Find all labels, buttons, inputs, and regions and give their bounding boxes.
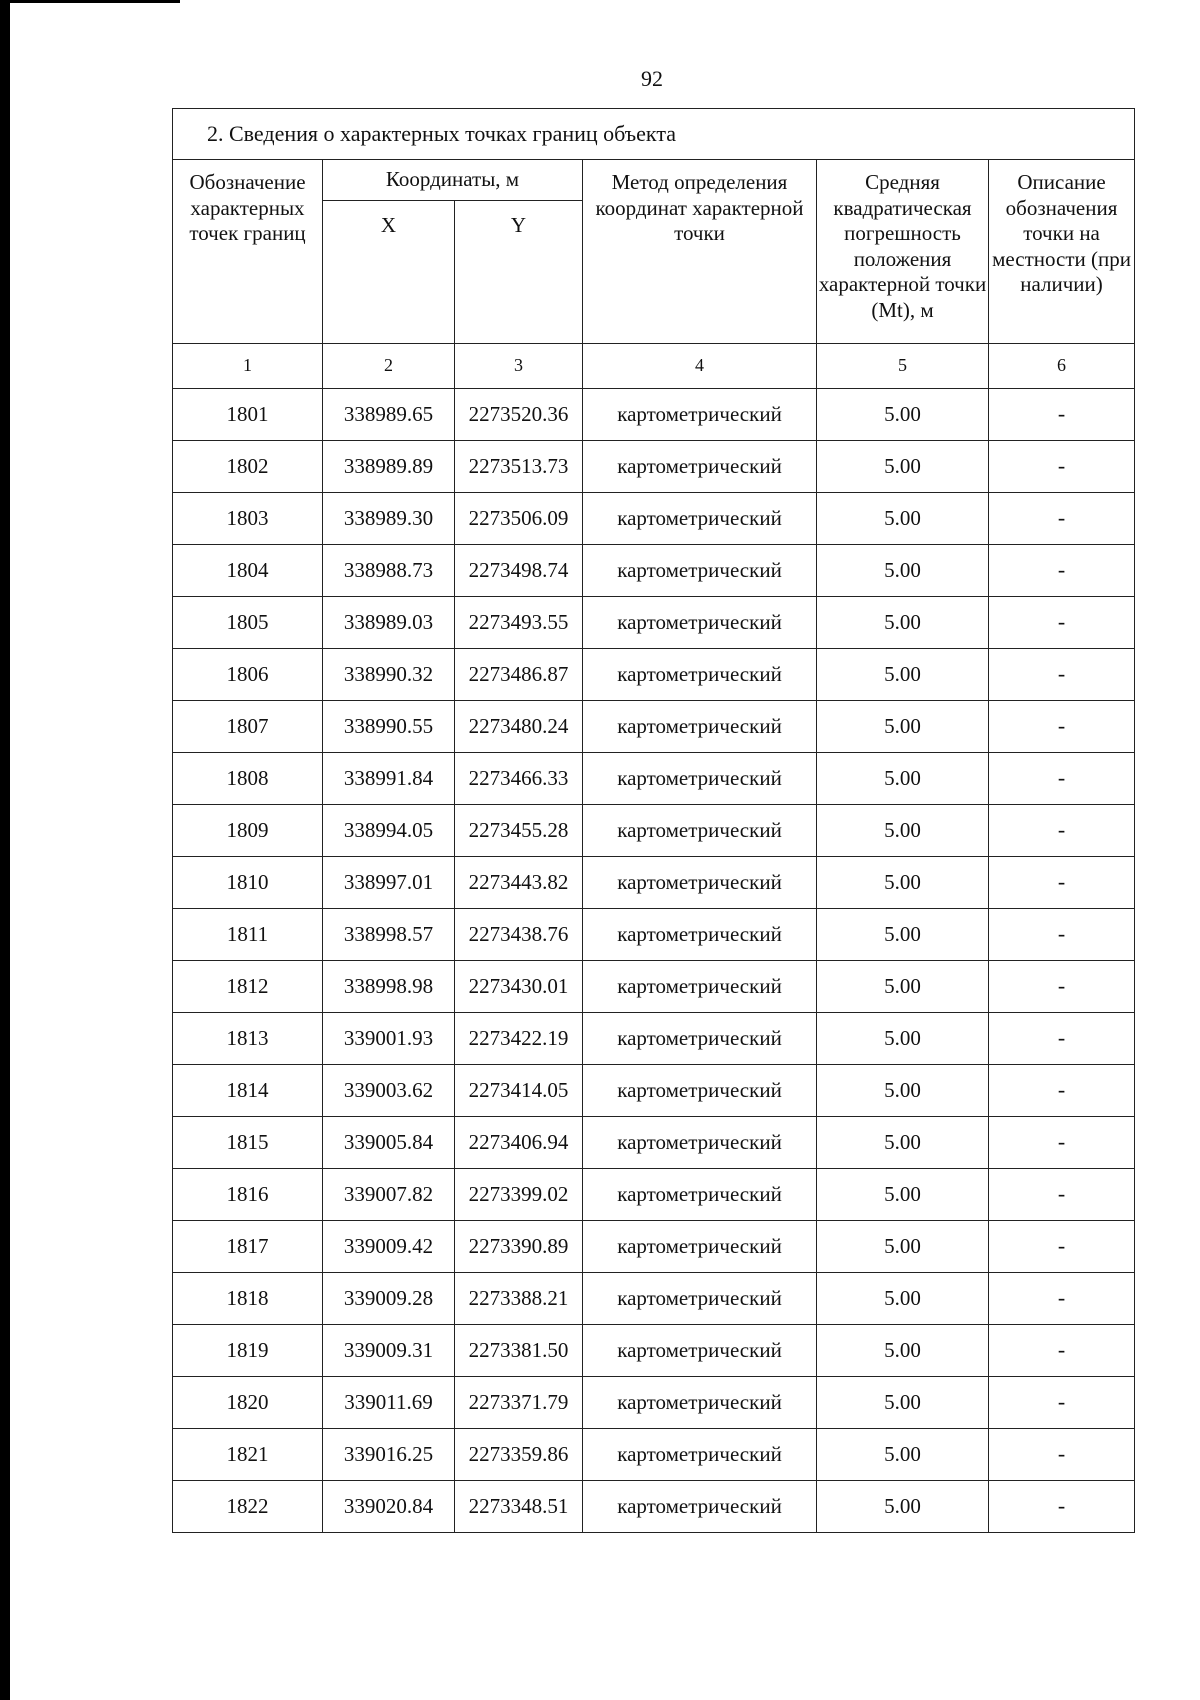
method-cell: картометрический — [583, 1377, 817, 1429]
method-cell: картометрический — [583, 1013, 817, 1065]
header-description: Описание обозначения точки на местности (при наличии) — [989, 160, 1135, 344]
description-cell: - — [989, 493, 1135, 545]
description-cell: - — [989, 1065, 1135, 1117]
x-coordinate-cell: 338989.03 — [323, 597, 455, 649]
table-row — [173, 1325, 1135, 1377]
x-coordinate-cell: 338997.01 — [323, 857, 455, 909]
table-row — [173, 701, 1135, 753]
table-row — [173, 1481, 1135, 1533]
error-cell: 5.00 — [817, 1117, 989, 1169]
scan-edge-left — [0, 0, 10, 1700]
y-coordinate-cell: 2273414.05 — [455, 1065, 583, 1117]
x-coordinate-cell: 339005.84 — [323, 1117, 455, 1169]
error-cell: 5.00 — [817, 805, 989, 857]
error-cell: 5.00 — [817, 909, 989, 961]
method-cell: картометрический — [583, 493, 817, 545]
y-coordinate-cell: 2273466.33 — [455, 753, 583, 805]
point-id-cell: 1808 — [173, 753, 323, 805]
table-row — [173, 1013, 1135, 1065]
method-cell: картометрический — [583, 961, 817, 1013]
description-cell: - — [989, 909, 1135, 961]
error-cell: 5.00 — [817, 1221, 989, 1273]
description-cell: - — [989, 961, 1135, 1013]
method-cell: картометрический — [583, 649, 817, 701]
y-coordinate-cell: 2273388.21 — [455, 1273, 583, 1325]
point-id-cell: 1816 — [173, 1169, 323, 1221]
y-coordinate-cell: 2273443.82 — [455, 857, 583, 909]
header-y: Y — [455, 201, 583, 344]
error-cell: 5.00 — [817, 1481, 989, 1533]
table-row — [173, 1221, 1135, 1273]
error-cell: 5.00 — [817, 493, 989, 545]
description-cell: - — [989, 1013, 1135, 1065]
column-number: 4 — [583, 344, 817, 389]
point-id-cell: 1801 — [173, 389, 323, 441]
column-number: 3 — [455, 344, 583, 389]
description-cell: - — [989, 597, 1135, 649]
point-id-cell: 1812 — [173, 961, 323, 1013]
x-coordinate-cell: 338998.57 — [323, 909, 455, 961]
x-coordinate-cell: 339003.62 — [323, 1065, 455, 1117]
table-row — [173, 909, 1135, 961]
table-row — [173, 649, 1135, 701]
y-coordinate-cell: 2273506.09 — [455, 493, 583, 545]
y-coordinate-cell: 2273498.74 — [455, 545, 583, 597]
y-coordinate-cell: 2273493.55 — [455, 597, 583, 649]
table-row — [173, 1377, 1135, 1429]
method-cell: картометрический — [583, 1481, 817, 1533]
point-id-cell: 1804 — [173, 545, 323, 597]
y-coordinate-cell: 2273455.28 — [455, 805, 583, 857]
description-cell: - — [989, 545, 1135, 597]
point-id-cell: 1821 — [173, 1429, 323, 1481]
error-cell: 5.00 — [817, 857, 989, 909]
table-row — [173, 1065, 1135, 1117]
description-cell: - — [989, 753, 1135, 805]
method-cell: картометрический — [583, 857, 817, 909]
boundary-points-table — [172, 108, 1135, 1533]
error-cell: 5.00 — [817, 545, 989, 597]
point-id-cell: 1805 — [173, 597, 323, 649]
description-cell: - — [989, 857, 1135, 909]
section-title-row — [173, 109, 1135, 160]
column-number: 5 — [817, 344, 989, 389]
point-id-cell: 1809 — [173, 805, 323, 857]
table-row — [173, 805, 1135, 857]
x-coordinate-cell: 339016.25 — [323, 1429, 455, 1481]
method-cell: картометрический — [583, 545, 817, 597]
point-id-cell: 1814 — [173, 1065, 323, 1117]
point-id-cell: 1820 — [173, 1377, 323, 1429]
y-coordinate-cell: 2273399.02 — [455, 1169, 583, 1221]
x-coordinate-cell: 339020.84 — [323, 1481, 455, 1533]
y-coordinate-cell: 2273422.19 — [455, 1013, 583, 1065]
error-cell: 5.00 — [817, 441, 989, 493]
method-cell: картометрический — [583, 1221, 817, 1273]
x-coordinate-cell: 339009.28 — [323, 1273, 455, 1325]
error-cell: 5.00 — [817, 1377, 989, 1429]
method-cell: картометрический — [583, 597, 817, 649]
point-id-cell: 1815 — [173, 1117, 323, 1169]
point-id-cell: 1819 — [173, 1325, 323, 1377]
error-cell: 5.00 — [817, 1065, 989, 1117]
x-coordinate-cell: 339009.31 — [323, 1325, 455, 1377]
error-cell: 5.00 — [817, 961, 989, 1013]
point-id-cell: 1807 — [173, 701, 323, 753]
table-row — [173, 1117, 1135, 1169]
description-cell: - — [989, 1221, 1135, 1273]
description-cell: - — [989, 1429, 1135, 1481]
x-coordinate-cell: 338989.30 — [323, 493, 455, 545]
point-id-cell: 1818 — [173, 1273, 323, 1325]
error-cell: 5.00 — [817, 1429, 989, 1481]
header-designation: Обозначение характерных точек границ — [173, 160, 323, 344]
error-cell: 5.00 — [817, 1273, 989, 1325]
table-body — [173, 109, 1135, 1533]
x-coordinate-cell: 338994.05 — [323, 805, 455, 857]
column-number: 1 — [173, 344, 323, 389]
table-row — [173, 753, 1135, 805]
point-id-cell: 1810 — [173, 857, 323, 909]
x-coordinate-cell: 338989.65 — [323, 389, 455, 441]
table-row — [173, 441, 1135, 493]
error-cell: 5.00 — [817, 649, 989, 701]
description-cell: - — [989, 1377, 1135, 1429]
y-coordinate-cell: 2273359.86 — [455, 1429, 583, 1481]
method-cell: картометрический — [583, 1065, 817, 1117]
y-coordinate-cell: 2273406.94 — [455, 1117, 583, 1169]
table-row — [173, 1429, 1135, 1481]
description-cell: - — [989, 1117, 1135, 1169]
error-cell: 5.00 — [817, 1325, 989, 1377]
description-cell: - — [989, 1169, 1135, 1221]
point-id-cell: 1813 — [173, 1013, 323, 1065]
x-coordinate-cell: 339007.82 — [323, 1169, 455, 1221]
header-method: Метод определения координат характерной точки — [583, 160, 817, 344]
method-cell: картометрический — [583, 1169, 817, 1221]
y-coordinate-cell: 2273430.01 — [455, 961, 583, 1013]
header-x: X — [323, 201, 455, 344]
error-cell: 5.00 — [817, 753, 989, 805]
error-cell: 5.00 — [817, 701, 989, 753]
table-row — [173, 389, 1135, 441]
description-cell: - — [989, 1325, 1135, 1377]
error-cell: 5.00 — [817, 597, 989, 649]
method-cell: картометрический — [583, 701, 817, 753]
header-error: Средняя квадратическая погрешность положения характерной точки (Mt), м — [817, 160, 989, 344]
table-row — [173, 1169, 1135, 1221]
method-cell: картометрический — [583, 389, 817, 441]
y-coordinate-cell: 2273438.76 — [455, 909, 583, 961]
table-row — [173, 597, 1135, 649]
method-cell: картометрический — [583, 909, 817, 961]
method-cell: картометрический — [583, 1273, 817, 1325]
section-title: 2. Сведения о характерных точках границ объекта — [173, 109, 1135, 160]
y-coordinate-cell: 2273390.89 — [455, 1221, 583, 1273]
y-coordinate-cell: 2273371.79 — [455, 1377, 583, 1429]
y-coordinate-cell: 2273520.36 — [455, 389, 583, 441]
y-coordinate-cell: 2273381.50 — [455, 1325, 583, 1377]
point-id-cell: 1802 — [173, 441, 323, 493]
point-id-cell: 1806 — [173, 649, 323, 701]
x-coordinate-cell: 339011.69 — [323, 1377, 455, 1429]
x-coordinate-cell: 338988.73 — [323, 545, 455, 597]
description-cell: - — [989, 389, 1135, 441]
y-coordinate-cell: 2273486.87 — [455, 649, 583, 701]
table-row — [173, 1273, 1135, 1325]
method-cell: картометрический — [583, 1429, 817, 1481]
description-cell: - — [989, 701, 1135, 753]
description-cell: - — [989, 1481, 1135, 1533]
point-id-cell: 1811 — [173, 909, 323, 961]
method-cell: картометрический — [583, 805, 817, 857]
point-id-cell: 1803 — [173, 493, 323, 545]
error-cell: 5.00 — [817, 1169, 989, 1221]
error-cell: 5.00 — [817, 389, 989, 441]
x-coordinate-cell: 338989.89 — [323, 441, 455, 493]
description-cell: - — [989, 805, 1135, 857]
x-coordinate-cell: 338998.98 — [323, 961, 455, 1013]
x-coordinate-cell: 339001.93 — [323, 1013, 455, 1065]
column-number-row — [173, 344, 1135, 389]
table-row — [173, 493, 1135, 545]
method-cell: картометрический — [583, 1325, 817, 1377]
point-id-cell: 1822 — [173, 1481, 323, 1533]
error-cell: 5.00 — [817, 1013, 989, 1065]
y-coordinate-cell: 2273513.73 — [455, 441, 583, 493]
description-cell: - — [989, 1273, 1135, 1325]
method-cell: картометрический — [583, 1117, 817, 1169]
column-number: 2 — [323, 344, 455, 389]
page-number: 92 — [641, 66, 663, 91]
method-cell: картометрический — [583, 753, 817, 805]
method-cell: картометрический — [583, 441, 817, 493]
point-id-cell: 1817 — [173, 1221, 323, 1273]
scan-edge-top — [0, 0, 180, 3]
x-coordinate-cell: 338990.32 — [323, 649, 455, 701]
table-row — [173, 857, 1135, 909]
table-row — [173, 961, 1135, 1013]
header-row — [173, 160, 1135, 201]
y-coordinate-cell: 2273480.24 — [455, 701, 583, 753]
table-row — [173, 545, 1135, 597]
column-number: 6 — [989, 344, 1135, 389]
x-coordinate-cell: 338991.84 — [323, 753, 455, 805]
description-cell: - — [989, 441, 1135, 493]
header-coordinates: Координаты, м — [323, 160, 583, 201]
x-coordinate-cell: 339009.42 — [323, 1221, 455, 1273]
x-coordinate-cell: 338990.55 — [323, 701, 455, 753]
y-coordinate-cell: 2273348.51 — [455, 1481, 583, 1533]
description-cell: - — [989, 649, 1135, 701]
